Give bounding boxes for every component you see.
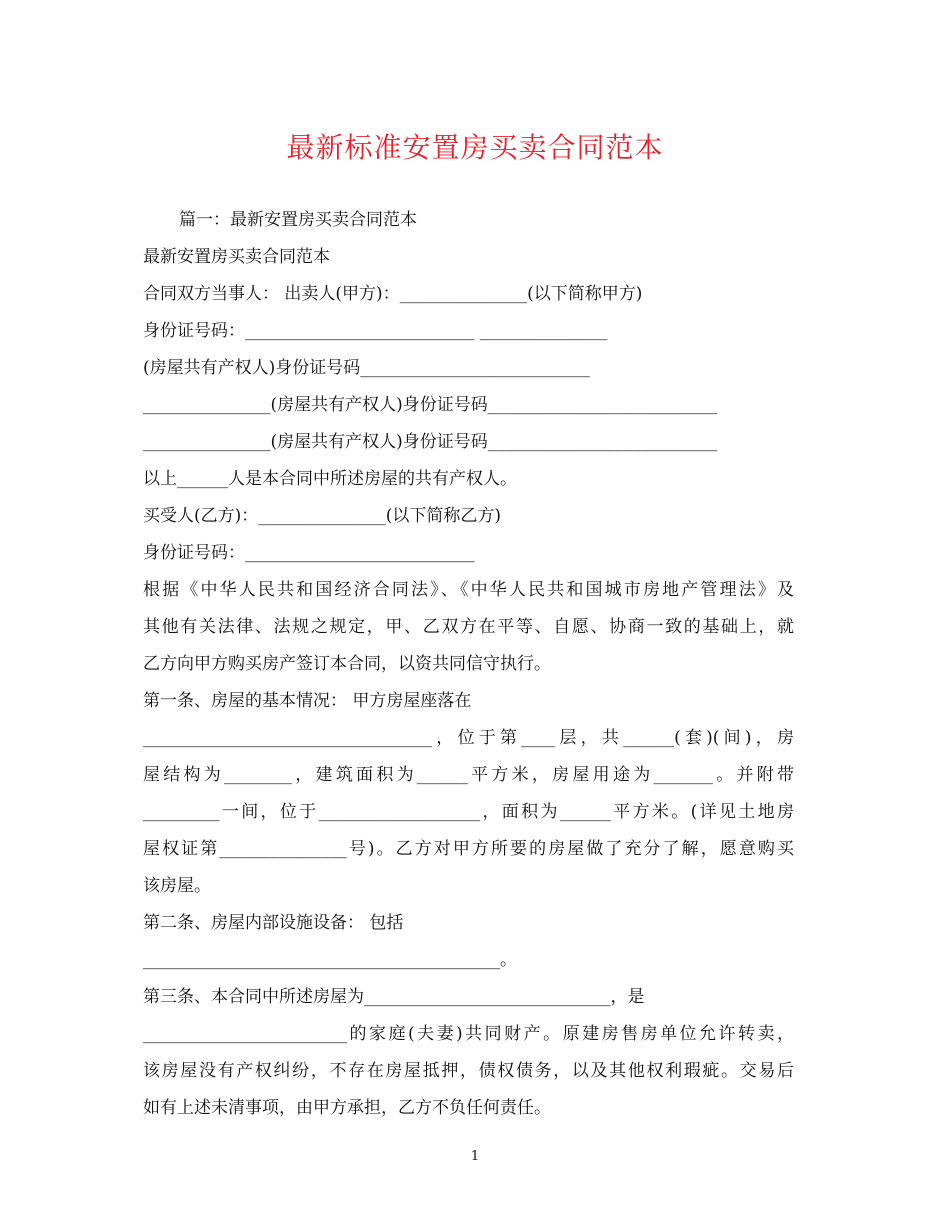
preamble-line-2: 其他有关法律、法规之规定，甲、乙双方在平等、自愿、协商一致的基础上，就 — [143, 617, 794, 637]
co-owner-line-3: _______________(房屋共有产权人)身份证号码___________________________ — [143, 432, 718, 452]
article-1-heading: 第一条、房屋的基本情况： 甲方房屋座落在 — [143, 691, 472, 711]
co-owner-line-1: (房屋共有产权人)身份证号码___________________________ — [143, 358, 590, 378]
seller-id-line: 身份证号码：___________________________ _______________ — [143, 321, 608, 341]
article-1-line-2: 屋结构为________，建筑面积为______平方米，房屋用途为_______。并附带 — [143, 765, 794, 785]
article-2-heading: 第二条、房屋内部设施设备： 包括 — [143, 913, 404, 933]
article-3-line-2: 该房屋没有产权纠纷，不存在房屋抵押，债权债务，以及其他权利瑕疵。交易后 — [143, 1061, 794, 1081]
seller-line: 合同双方当事人： 出卖人(甲方)：_______________(以下简称甲方) — [143, 284, 643, 304]
preamble-line-1: 根据《中华人民共和国经济合同法》、《中华人民共和国城市房地产管理法》及 — [143, 580, 794, 600]
buyer-line: 买受人(乙方)：_______________(以下简称乙方) — [143, 506, 502, 526]
buyer-id-line: 身份证号码：___________________________ — [143, 543, 475, 563]
article-1-line-1: __________________________________，位于第____层，共______(套)(间)，房 — [143, 728, 794, 748]
contract-name: 最新安置房买卖合同范本 — [143, 247, 330, 267]
article-1-line-4: 屋权证第_______________号)。乙方对甲方所要的房屋做了充分了解，愿意购买 — [143, 839, 794, 859]
co-owner-line-2: _______________(房屋共有产权人)身份证号码___________________________ — [143, 395, 718, 415]
document-title: 最新标准安置房买卖合同范本 — [286, 131, 664, 164]
section-heading: 篇一：最新安置房买卖合同范本 — [179, 210, 417, 230]
page-number: 1 — [470, 1149, 480, 1164]
article-3-heading: 第三条、本合同中所述房屋为_____________________________，是 — [143, 987, 645, 1007]
article-1-line-3: _________一间，位于___________________，面积为______平方米。(详见土地房 — [143, 802, 794, 822]
article-3-line-3: 如有上述未清事项，由甲方承担，乙方不负任何责任。 — [143, 1098, 551, 1118]
article-1-line-5: 该房屋。 — [143, 876, 211, 896]
article-3-line-1: ________________________的家庭(夫妻)共同财产。原建房售房单位允许转卖， — [143, 1024, 794, 1044]
preamble-line-3: 乙方向甲方购买房产签订本合同，以资共同信守执行。 — [143, 654, 551, 674]
co-owner-count-line: 以上______人是本合同中所述房屋的共有产权人。 — [143, 469, 517, 489]
article-2-line-1: __________________________________________。 — [143, 950, 517, 970]
